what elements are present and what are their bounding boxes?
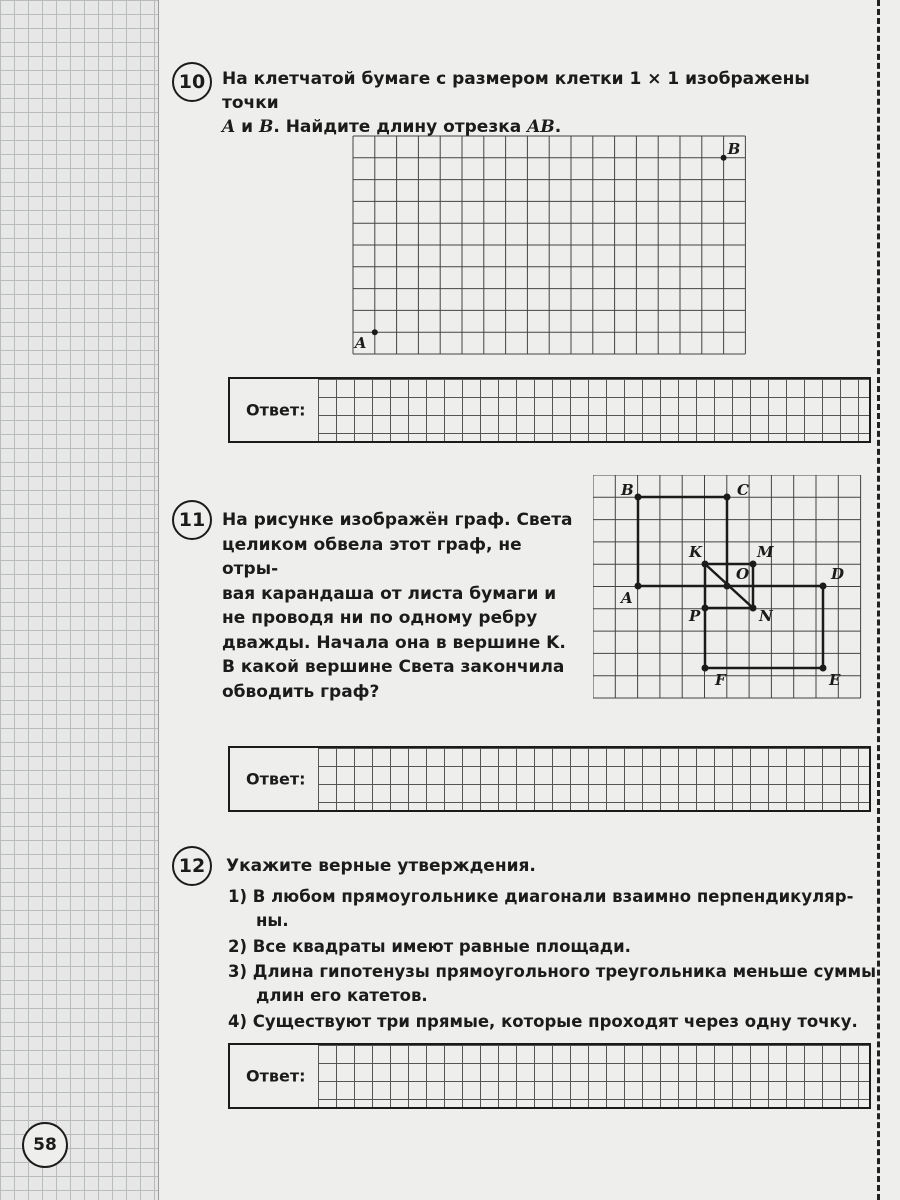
- task-10-answer-cells[interactable]: [318, 379, 869, 441]
- task-11-line: На рисунке изображён граф. Света: [222, 510, 573, 530]
- vertex-p-label: P: [689, 607, 701, 625]
- page-number: 58: [22, 1122, 68, 1168]
- vertex-a: [635, 583, 642, 590]
- vertex-a-label: A: [621, 589, 633, 607]
- task-12-item-1: 1) В любом прямоугольнике диагонали взаимно перпендикуляр- ны.: [228, 887, 854, 930]
- vertex-k: [702, 561, 709, 568]
- task-12-answer-box[interactable]: [228, 1043, 871, 1109]
- task-12-answer-cells[interactable]: [318, 1045, 869, 1107]
- point-b-label: B: [727, 139, 741, 158]
- graph-vertices: [635, 494, 827, 672]
- vertex-d: [820, 583, 827, 590]
- task-11-number: 11: [172, 500, 212, 540]
- task-12-item-4: 4) Существуют три прямые, которые проходят через одну точку.: [228, 1012, 858, 1031]
- vertex-d-label: D: [831, 565, 845, 583]
- vertex-m: [750, 561, 757, 568]
- task-11-text: [222, 508, 582, 704]
- task-12-number: 12: [172, 846, 212, 886]
- task-11-answer-box[interactable]: [228, 746, 871, 812]
- vertex-m-label: M: [757, 543, 774, 561]
- task-10-text-line2: A и B. Найдите длину отрезка AB.: [222, 117, 562, 137]
- vertex-f-label: F: [715, 671, 726, 689]
- task-12-answer-label: Ответ:: [246, 1066, 306, 1086]
- task-10-answer-label: Ответ:: [246, 400, 306, 420]
- task-11-line: обводить граф?: [222, 681, 380, 702]
- task-10-grid: [345, 130, 755, 355]
- vertex-c-label: C: [737, 481, 749, 499]
- vertex-p: [702, 605, 709, 612]
- task-12-title: Укажите верные утверждения.: [226, 856, 536, 876]
- point-a-marker: [372, 329, 378, 335]
- task-11-line: не проводя ни по одному ребру: [222, 608, 538, 628]
- vertex-f: [702, 665, 709, 672]
- task-11-line: дважды. Начала она в вершине K.: [222, 632, 566, 653]
- vertex-e: [820, 665, 827, 672]
- task-11-graph: [593, 475, 875, 715]
- point-a-label: A: [354, 334, 367, 353]
- vertex-c: [724, 494, 731, 501]
- task-11-line: вая карандаша от листа бумаги и: [222, 583, 557, 604]
- vertex-b-label: B: [621, 481, 634, 499]
- task-12-item-3: 3) Длина гипотенузы прямоугольного треугольника меньше суммы длин его катетов.: [228, 962, 877, 1005]
- task-11-answer-cells[interactable]: [318, 748, 869, 810]
- vertex-b: [635, 494, 642, 501]
- task-10-answer-box[interactable]: [228, 377, 871, 443]
- vertex-n: [750, 605, 757, 612]
- task-10-text: [222, 67, 872, 139]
- task-12-item-2: 2) Все квадраты имеют равные площади.: [228, 937, 631, 956]
- task-11-line: В какой вершине Света закончила: [222, 657, 565, 677]
- vertex-o-label: O: [736, 565, 750, 583]
- graph-edges: [638, 497, 823, 668]
- task-10-number: 10: [172, 62, 212, 102]
- margin-grid-paper: [0, 0, 159, 1200]
- vertex-n-label: N: [759, 607, 773, 625]
- vertex-e-label: E: [829, 671, 841, 689]
- task-11-answer-label: Ответ:: [246, 769, 306, 789]
- task-11-line: целиком обвела этот граф, не отры-: [222, 534, 522, 579]
- task-10-text-line1: На клетчатой бумаге с размером клетки 1 × 1 изображены точки: [222, 69, 810, 113]
- vertex-k-label: K: [689, 543, 703, 561]
- vertex-o: [724, 583, 731, 590]
- point-b-marker: [721, 155, 727, 161]
